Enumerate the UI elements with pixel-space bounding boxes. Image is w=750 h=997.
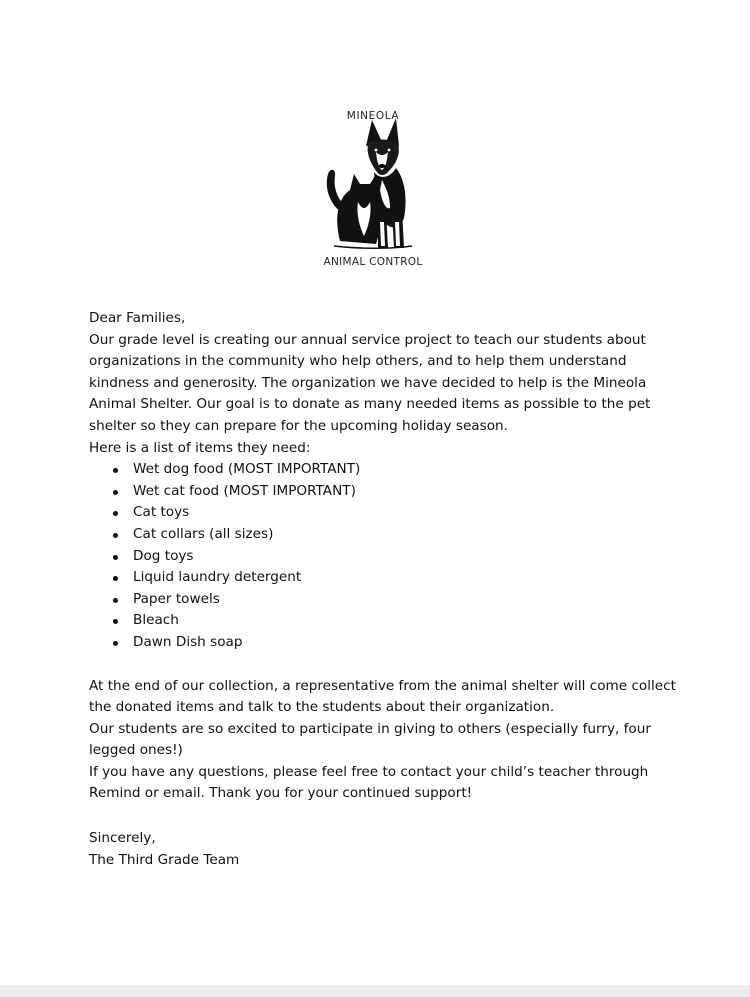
letter-body bbox=[89, 308, 689, 871]
list-item: Cat collars (all sizes) bbox=[89, 524, 689, 546]
closing: Sincerely, bbox=[89, 830, 156, 847]
questions-paragraph: If you have any questions, please feel free to contact your child’s teacher through Remind or email. Thank you for your continued support! bbox=[89, 763, 649, 802]
list-item: Bleach bbox=[89, 610, 689, 632]
list-item: Wet cat food (MOST IMPORTANT) bbox=[89, 481, 689, 503]
logo-bottom-text: ANIMAL CONTROL bbox=[323, 256, 423, 268]
collection-paragraph: At the end of our collection, a representative from the animal shelter will come collect the donated items and talk to the students about their organization. bbox=[89, 677, 676, 716]
list-intro: Here is a list of items they need: bbox=[89, 439, 311, 456]
paragraph-spacer bbox=[89, 805, 689, 828]
intro-paragraph: Our grade level is creating our annual service project to teach our students about organizations in the community who help others, and to help them understand kindness and generosity. The organization we have decided to help is the Mineola Animal Shelter. Our goal is to donate as many needed items as possible to the pet shelter so they can prepare for the upcoming holiday season. bbox=[89, 331, 651, 434]
list-item: Wet dog food (MOST IMPORTANT) bbox=[89, 459, 689, 481]
list-item: Cat toys bbox=[89, 502, 689, 524]
signature: The Third Grade Team bbox=[89, 851, 240, 868]
needed-items-list bbox=[89, 459, 689, 653]
list-item: Liquid laundry detergent bbox=[89, 567, 689, 589]
list-item: Dog toys bbox=[89, 546, 689, 568]
mineola-animal-control-logo bbox=[300, 106, 450, 271]
list-item: Paper towels bbox=[89, 589, 689, 611]
logo-top-text: MINEOLA bbox=[346, 110, 400, 122]
paragraph-spacer bbox=[89, 654, 689, 676]
excitement-paragraph: Our students are so excited to participate in giving to others (especially furry, four legged ones!) bbox=[89, 720, 651, 759]
greeting: Dear Families, bbox=[89, 310, 186, 326]
dog-and-cat-icon bbox=[327, 118, 412, 248]
list-item: Dawn Dish soap bbox=[89, 632, 689, 654]
